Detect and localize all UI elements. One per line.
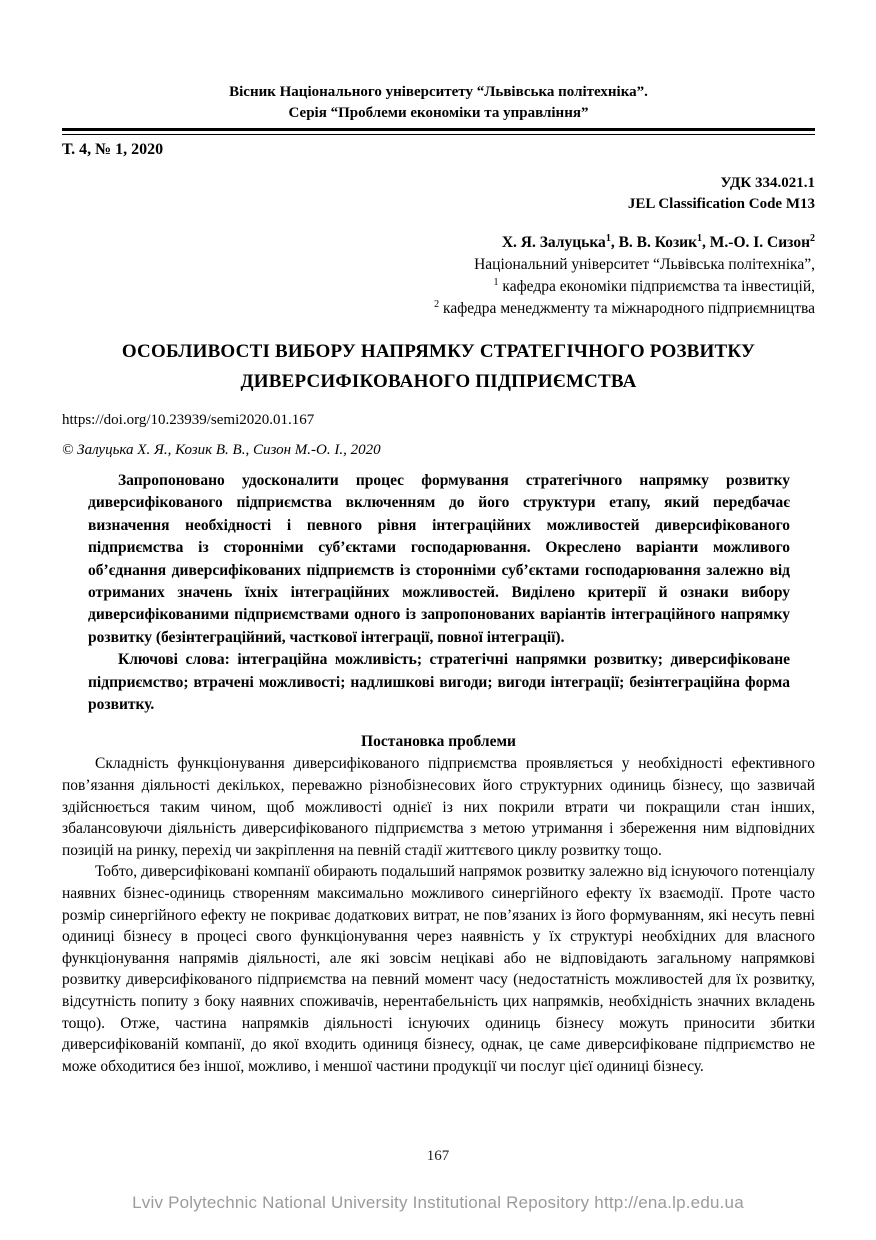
jel-code: JEL Classification Code M13 [627, 196, 815, 212]
journal-title-line2: Серія “Проблеми економіки та управління” [288, 105, 589, 121]
copyright-line: © Залуцька Х. Я., Козик В. В., Сизон М.-О. І., 2020 [62, 442, 381, 458]
author-3-superscript: 2 [810, 232, 815, 244]
udc-code: УДК 334.021.1 [720, 175, 815, 191]
section-heading: Постановка проблеми [361, 733, 516, 751]
abstract-block [88, 470, 790, 716]
department-2: $^2$ кафедра менеджменту та міжнародного підприємництва [434, 298, 815, 317]
abstract-text: Запропоновано удосконалити процес формування стратегічного напрямку розвитку диверсифікованого підприємства включенням до його структури етапу, який передбачає визначення необхідності і певного рівня інтеграційних можливостей диверсифікованого підприємства із сторонніми суб’єктами господарювання. Окреслено варіанти можливого об’єднання диверсифікованих підприємств із сторонніми суб’єктами господарювання залежно від отриманих значень їхніх інтеграційних можливостей. Виділено критерії й ознаки вибору диверсифікованими підприємствами одного із запропонованих варіантів інтеграційного напрямку розвитку (безінтеграційний, часткової інтеграції, повної інтеграції). [88, 472, 790, 646]
classification-block [62, 173, 815, 215]
author-1-superscript: 1 [605, 232, 611, 244]
department-1-superscript: 1 [493, 276, 499, 288]
page-number: 167 [426, 1148, 450, 1164]
department-1: $^1$ кафедра економіки підприємства та інвестицій, [493, 276, 815, 295]
author-1: Х. Я. Залуцька$^1$, [501, 232, 619, 251]
header-rule [62, 128, 815, 135]
author-2: В. В. Козик$^1$, [618, 232, 710, 251]
keywords-text: Ключові слова: інтеграційна можливість; стратегічні напрямки розвитку; диверсифіковане підприємство; втрачені можливості; надлишкові вигоди; вигоди інтеграції; безінтеграційна форма розвитку. [88, 651, 790, 714]
authors-block [62, 232, 815, 320]
affiliation: Національний університет “Львівська політехніка”, [474, 256, 815, 273]
doi-link: https://doi.org/10.23939/semi2020.01.167 [62, 412, 315, 428]
volume-issue: Т. 4, № 1, 2020 [62, 141, 164, 158]
body-paragraph-2: Тобто, диверсифіковані компанії обирають подальший напрямок розвитку залежно від існуючого потенціалу наявних бізнес-одиниць створенням максимально можливого синергійного ефекту їх взаємодії. Проте часто розмір синергійного ефекту не покриває додаткових витрат, не пов’язаних із його формуванням, які несуть певні одиниці бізнесу в процесі свого функціонування через наявність у їх структурі необхідних для власного функціонування напрямів діяльності, але які зовсім нецікаві або не відповідають загальному напрямкові розвитку диверсифікованого підприємства на певний момент часу (недостатність можливостей для їх розвитку, відсутність попиту з боку наявних споживачів, нерентабельність цих напрямків, необхідність значних вкладень тощо). Отже, частина напрямків діяльності існуючих одиниць бізнесу можуть приносити збитки диверсифікованій компанії, до якої входить одиниця бізнесу, однак, це саме диверсифіковане підприємство не може обходитися без іншої, можливо, і меншої частини продукції чи послуг цієї одиниці бізнесу. [62, 863, 815, 1075]
department-2-superscript: 2 [434, 298, 440, 310]
repository-footer: Lviv Polytechnic National University Institutional Repository http://ena.lp.edu.ua [132, 1193, 744, 1212]
body-paragraph-1: Складність функціонування диверсифікованого підприємства проявляється у необхідності ефективного пов’язання діяльності декількох, переважно різнобізнесових його структурних одиниць бізнесу, що зазвичай здійснюється таким чином, щоб можливості однієї із них покрили втрати чи покращили стан інших, збалансовуючи діяльність диверсифікованого підприємства з метою утримання і збереження ним відповідних позицій на ринку, перехід чи закріплення на певній стадії життєвого циклу розвитку тощо. [62, 755, 815, 859]
author-3: М.-О. І. Сизон$^2$ [709, 232, 815, 251]
page-content [62, 0, 815, 1077]
authors-line [62, 232, 815, 254]
article-title: ОСОБЛИВОСТІ ВИБОРУ НАПРЯМКУ СТРАТЕГІЧНОГО РОЗВИТКУ ДИВЕРСИФІКОВАНОГО ПІДПРИЄМСТВА [121, 341, 756, 392]
journal-header [62, 82, 815, 124]
author-2-superscript: 1 [697, 232, 703, 244]
journal-title-line1: Вісник Національного університету “Львівська політехніка”. [229, 84, 648, 100]
